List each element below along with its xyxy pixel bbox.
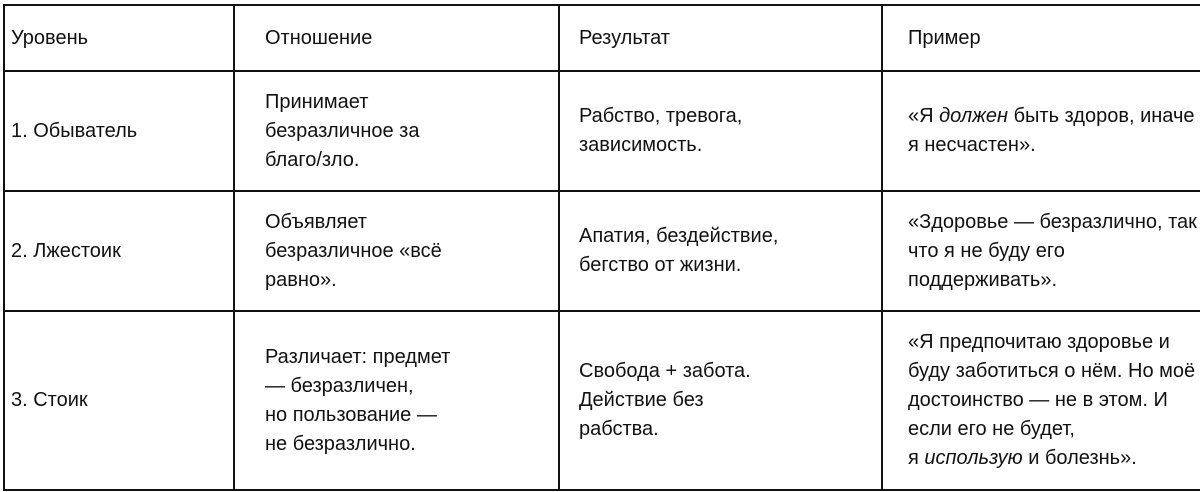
table-row [4,191,1200,311]
example-line [908,444,1200,473]
result-line: бегство от жизни. [579,254,742,276]
header-example: Пример [882,5,1200,71]
example-text: быть здоров, иначе [1008,105,1195,127]
result-line: зависимость. [579,134,703,156]
example-cell [882,311,1200,490]
example-line [908,102,1200,131]
header-level: Уровень [4,5,234,71]
attitude-line: безразличное за [265,119,420,142]
result-line: Свобода + забота. [579,360,751,382]
attitude-line: Объявляет [265,210,367,233]
example-emphasis: использую [924,447,1023,469]
attitude-line: благо/зло. [265,148,360,171]
table-row [4,71,1200,191]
example-line: буду заботиться о нём. Но моё [908,360,1196,382]
result-line: Действие без [579,389,704,411]
level-cell: 1. Обыватель [4,71,234,191]
attitude-line: Принимает [265,90,369,113]
example-line: «Я предпочитаю здоровье и [908,331,1170,353]
example-cell [882,71,1200,191]
result-cell [559,311,882,490]
example-line: «Здоровье — безразлично, так [908,210,1197,233]
level-cell: 2. Лжестоик [4,191,234,311]
attitude-line: равно». [265,268,337,291]
header-result: Результат [559,5,882,71]
result-line: рабства. [579,418,659,440]
attitude-line: не безразлично. [265,432,416,455]
header-attitude: Отношение [234,5,559,71]
attitude-line: безразличное «всё [265,239,442,262]
result-cell [559,191,882,311]
attitude-cell [234,311,559,490]
example-text: я несчастен». [908,134,1036,156]
level-cell: 3. Стоик [4,311,234,490]
result-line: Апатия, бездействие, [579,225,779,247]
example-line: что я не буду его [908,239,1065,262]
example-text: «Я [908,105,940,127]
stoic-levels-table [3,4,1200,491]
example-text: и болезнь». [1022,447,1137,469]
example-cell [882,191,1200,311]
table-header-row [4,5,1200,71]
example-line: если его не будет, [908,418,1075,440]
example-line: достоинство — не в этом. И [908,389,1168,411]
attitude-cell [234,191,559,311]
result-cell [559,71,882,191]
result-line: Рабство, тревога, [579,105,743,127]
attitude-cell [234,71,559,191]
example-line [908,131,1200,160]
attitude-line: Различает: предмет [265,345,451,368]
table-row [4,311,1200,490]
attitude-line: но пользование — [265,403,437,426]
attitude-line: — безразличен, [265,374,414,397]
example-text: я [908,447,925,469]
example-emphasis: должен [939,105,1009,127]
example-line: поддерживать». [908,268,1057,291]
